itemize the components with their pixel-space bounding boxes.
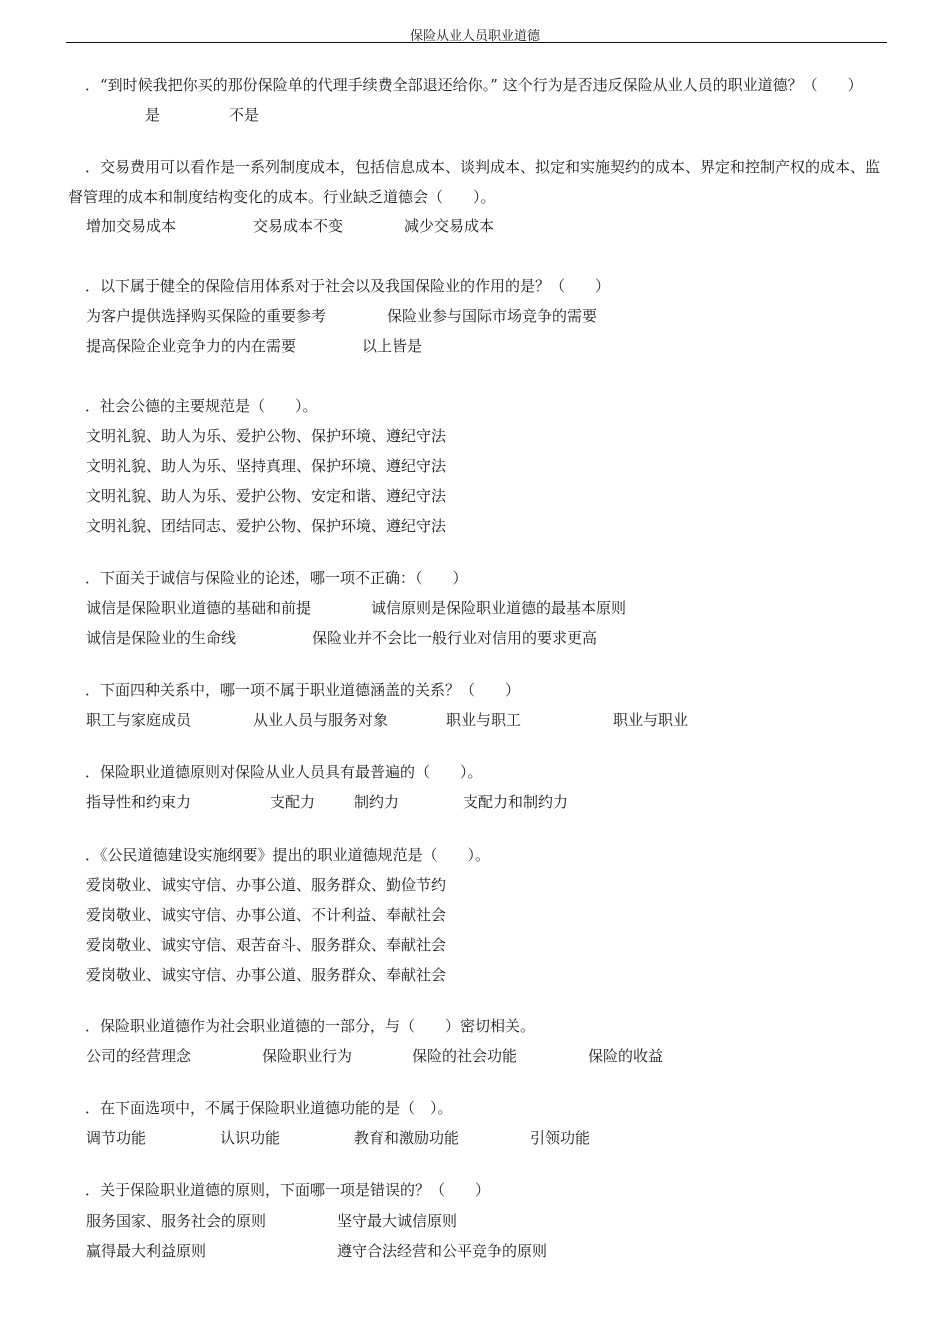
answer-option: 交易成本不变 (253, 217, 344, 235)
header-rule (66, 42, 887, 43)
question-stem (68, 391, 888, 421)
answer-option: 引领功能 (530, 1129, 591, 1147)
answer-option: 爱岗敬业、诚实守信、艰苦奋斗、服务群众、奉献社会 (86, 936, 447, 954)
question-stem (68, 563, 888, 593)
question-stem (68, 1175, 888, 1205)
answer-option: 职业与职工 (446, 711, 522, 729)
answer-option: 爱岗敬业、诚实守信、办事公道、服务群众、勤俭节约 (86, 876, 447, 894)
question-text: ．保险职业道德作为社会职业道德的一部分，与（ ）密切相关。 (85, 1017, 536, 1035)
answer-option: 爱岗敬业、诚实守信、办事公道、服务群众、奉献社会 (86, 966, 447, 984)
answer-option: 文明礼貌、助人为乐、坚持真理、保护环境、遵纪守法 (86, 457, 447, 475)
answer-option: 诚信原则是保险职业道德的最基本原则 (371, 599, 627, 617)
option-row (0, 1041, 950, 1071)
answer-option: 增加交易成本 (86, 217, 177, 235)
answer-option: 提高保险企业竞争力的内在需要 (86, 337, 297, 355)
answer-option: 职业与职业 (613, 711, 689, 729)
answer-option: 以上皆是 (362, 337, 423, 355)
answer-option: 保险的收益 (588, 1047, 664, 1065)
answer-option: 减少交易成本 (404, 217, 495, 235)
answer-option: 指导性和约束力 (86, 793, 192, 811)
question-text: ．关于保险职业道德的原则，下面哪一项是错误的？（ ） (85, 1181, 491, 1199)
option-row (0, 960, 950, 990)
question-text: ．在下面选项中，不属于保险职业道德功能的是（ ）。 (85, 1099, 453, 1117)
answer-option: 赢得最大利益原则 (86, 1242, 207, 1260)
option-row (0, 211, 950, 241)
option-row (0, 511, 950, 541)
question-text: ．保险职业道德原则对保险从业人员具有最普遍的（ ）。 (85, 763, 483, 781)
answer-option: 保险的社会功能 (412, 1047, 518, 1065)
answer-option: 文明礼貌、助人为乐、爱护公物、保护环境、遵纪守法 (86, 427, 447, 445)
option-row (0, 900, 950, 930)
option-row (0, 331, 950, 361)
question-stem (68, 840, 888, 870)
answer-option: 不是 (229, 106, 260, 124)
option-row (0, 1123, 950, 1153)
option-row (0, 705, 950, 735)
answer-option: 文明礼貌、助人为乐、爱护公物、安定和谐、遵纪守法 (86, 487, 447, 505)
question-text: ．《公民道德建设实施纲要》提出的职业道德规范是（ ）。 (85, 846, 491, 864)
answer-option: 服务国家、服务社会的原则 (86, 1212, 267, 1230)
option-row (0, 421, 950, 451)
question-stem (68, 1093, 888, 1123)
answer-option: 职工与家庭成员 (86, 711, 192, 729)
question-text: ．交易费用可以看作是一系列制度成本，包括信息成本、谈判成本、拟定和实施契约的成本、界定和控制产权的成本、监督管理的成本和制度结构变化的成本。行业缺乏道德会（ ）。 (68, 158, 881, 206)
option-row (0, 787, 950, 817)
question-stem (68, 675, 888, 705)
answer-option: 遵守合法经营和公平竞争的原则 (337, 1242, 548, 1260)
question-stem (68, 152, 888, 212)
answer-option: 制约力 (354, 793, 400, 811)
question-text: ．以下属于健全的保险信用体系对于社会以及我国保险业的作用的是？（ ） (85, 277, 611, 295)
answer-option: 支配力 (270, 793, 316, 811)
answer-option: 坚守最大诚信原则 (337, 1212, 458, 1230)
question-stem (68, 1011, 888, 1041)
option-row (0, 1236, 950, 1266)
answer-option: 爱岗敬业、诚实守信、办事公道、不计利益、奉献社会 (86, 906, 447, 924)
option-row (0, 301, 950, 331)
answer-option: 文明礼貌、团结同志、爱护公物、保护环境、遵纪守法 (86, 517, 447, 535)
option-row (0, 870, 950, 900)
question-text: ．下面四种关系中，哪一项不属于职业道德涵盖的关系？（ ） (85, 681, 521, 699)
answer-option: 支配力和制约力 (463, 793, 569, 811)
answer-option: 公司的经营理念 (86, 1047, 192, 1065)
answer-option: 为客户提供选择购买保险的重要参考 (86, 307, 327, 325)
option-row (0, 593, 950, 623)
option-row (0, 451, 950, 481)
answer-option: 认识功能 (220, 1129, 281, 1147)
option-row (0, 623, 950, 653)
question-text: ．下面关于诚信与保险业的论述，哪一项不正确：（ ） (85, 569, 468, 587)
answer-option: 调节功能 (86, 1129, 147, 1147)
answer-option: 从业人员与服务对象 (253, 711, 389, 729)
option-row (0, 481, 950, 511)
answer-option: 保险职业行为 (262, 1047, 353, 1065)
question-text: ．“到时候我把你买的那份保险单的代理手续费全部退还给你。” 这个行为是否违反保险从业人员的职业道德？（ ） (85, 76, 863, 94)
option-row (0, 1206, 950, 1236)
question-stem (68, 271, 888, 301)
option-row (0, 930, 950, 960)
question-stem (68, 70, 888, 130)
answer-option: 诚信是保险职业道德的基础和前提 (86, 599, 312, 617)
question-text: ．社会公德的主要规范是（ ）。 (85, 397, 318, 415)
answer-option: 诚信是保险业的生命线 (86, 629, 237, 647)
answer-option: 教育和激励功能 (354, 1129, 460, 1147)
answer-option: 保险业参与国际市场竞争的需要 (387, 307, 598, 325)
answer-option: 是 (145, 106, 161, 124)
question-stem (68, 757, 888, 787)
page-header-title: 保险从业人员职业道德 (409, 29, 540, 44)
answer-option: 保险业并不会比一般行业对信用的要求更高 (312, 629, 598, 647)
